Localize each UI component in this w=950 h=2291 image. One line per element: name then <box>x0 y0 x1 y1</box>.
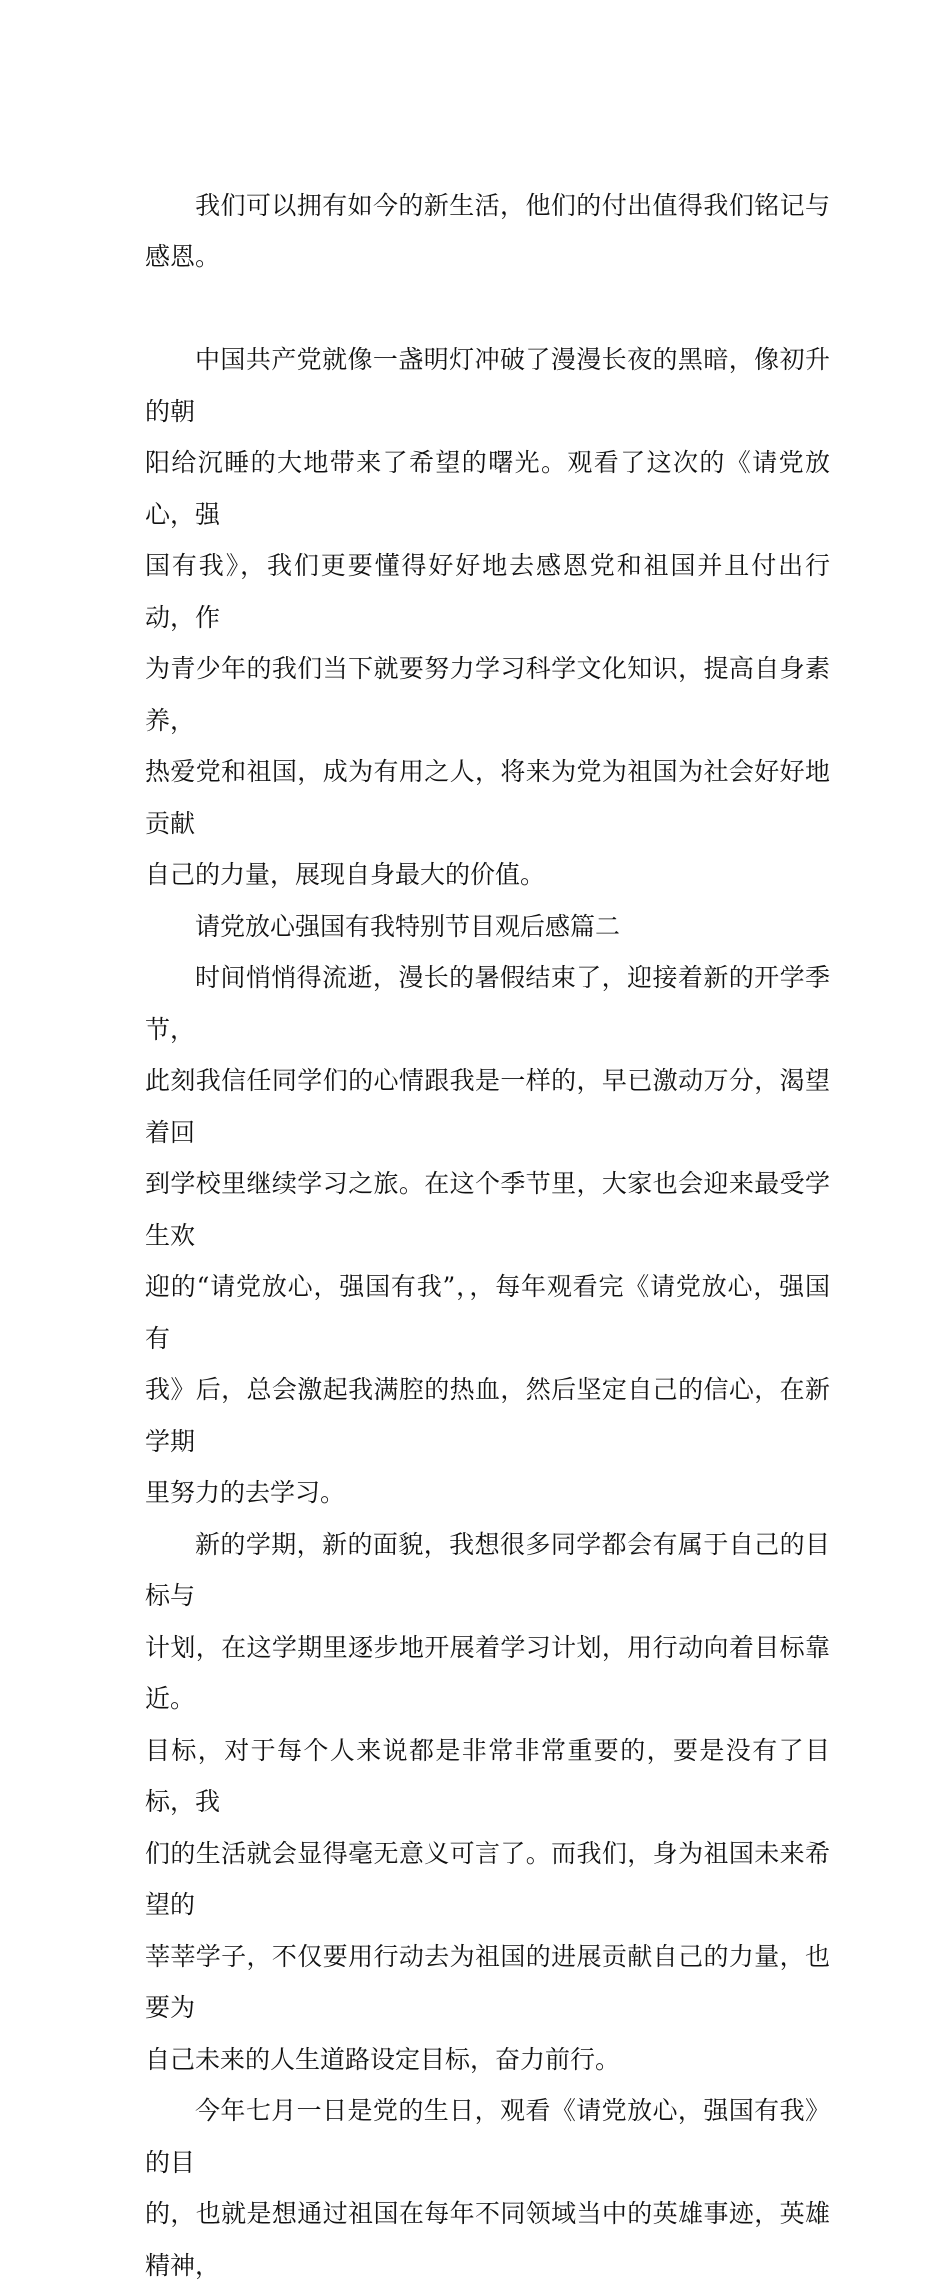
text-line: 里努力的去学习。 <box>145 1478 346 1507</box>
text-line: 国有我》，我们更要懂得好好地去感恩党和祖国并且付出行动，作 <box>145 551 830 632</box>
paragraph <box>145 1519 830 2086</box>
text-line: 我们可以拥有如今的新生活，他们的付出值得我们铭记与感恩。 <box>145 190 830 271</box>
text-line: 们的生活就会显得毫无意义可言了。而我们，身为祖国未来希望的 <box>145 1838 830 1919</box>
text-line: 请党放心强国有我特别节目观后感篇二 <box>195 911 621 941</box>
paragraph <box>145 334 830 901</box>
text-line: 热爱党和祖国，成为有用之人，将来为党为祖国为社会好好地贡献 <box>145 757 830 838</box>
text-line: 我》后，总会激起我满腔的热血，然后坚定自己的信心，在新学期 <box>145 1375 830 1456</box>
text-line: 时间悄悄得流逝，漫长的暑假结束了，迎接着新的开学季节， <box>145 963 830 1044</box>
text-line: 迎的“请党放心，强国有我”，，每年观看完《请党放心，强国有 <box>145 1272 830 1353</box>
paragraph <box>145 2085 830 2291</box>
text-line: 新的学期，新的面貌，我想很多同学都会有属于自己的目标与 <box>145 1529 830 1610</box>
text-line: 中国共产党就像一盏明灯冲破了漫漫长夜的黑暗，像初升的朝 <box>145 345 830 426</box>
text-line: 为青少年的我们当下就要努力学习科学文化知识，提高自身素养， <box>145 654 830 735</box>
paragraph <box>145 952 830 1519</box>
text-line: 此刻我信任同学们的心情跟我是一样的，早已激动万分，渴望着回 <box>145 1066 830 1147</box>
paragraph <box>145 128 830 334</box>
text-line: 莘莘学子，不仅要用行动去为祖国的进展贡献自己的力量，也要为 <box>145 1941 830 2022</box>
text-line: 计划，在这学期里逐步地开展着学习计划，用行动向着目标靠近。 <box>145 1632 830 1713</box>
document-body <box>145 128 830 2291</box>
text-line: 阳给沉睡的大地带来了希望的曙光。观看了这次的《请党放心，强 <box>145 448 830 529</box>
text-line: 的，也就是想通过祖国在每年不同领域当中的英雄事迹，英雄精神， <box>145 2199 830 2280</box>
text-line: 今年七月一日是党的生日，观看《请党放心，强国有我》的目 <box>145 2096 830 2177</box>
text-line: 自己的力量，展现自身最大的价值。 <box>145 860 546 889</box>
text-line: 到学校里继续学习之旅。在这个季节里，大家也会迎来最受学生欢 <box>145 1169 830 1250</box>
section-heading <box>145 901 830 953</box>
text-line: 目标，对于每个人来说都是非常非常重要的，要是没有了目标，我 <box>145 1735 830 1816</box>
text-line: 自己未来的人生道路设定目标，奋力前行。 <box>145 2044 621 2074</box>
